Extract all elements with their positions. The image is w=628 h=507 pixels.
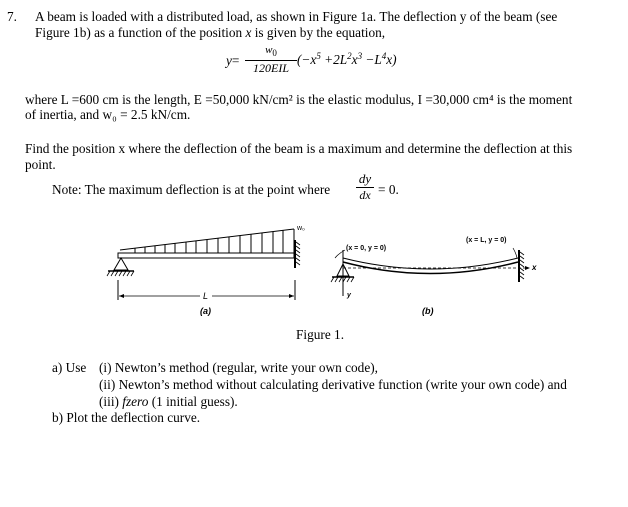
figure-b [331, 248, 530, 296]
equation-polynomial: $(-x^5 +2L^2x^3 -L^4x)$ [297, 51, 397, 67]
where-line-1: where L =600 cm is the length, E =50,000 kN/cm² is the elastic modulus, I =30,000 cm⁴ is the moment [25, 92, 573, 107]
equation-lhs: y= [226, 53, 240, 68]
fzero-function-name: fzero [122, 394, 149, 409]
question-b: b) Plot the deflection curve. [52, 410, 201, 425]
x-axis-label: x [532, 263, 537, 272]
equation-denominator: 120EIL [253, 61, 289, 75]
task-line-2: point. [25, 157, 56, 172]
intro-line-1: A beam is loaded with a distributed load, as shown in Figure 1a. The deflection y of the beam (see [35, 9, 558, 24]
note-text: Note: The maximum deflection is at the point where [52, 182, 331, 197]
left-boundary-condition: (x = 0, y = 0) [346, 245, 387, 252]
question-a-prefix: a) Use [52, 360, 87, 375]
note-denominator: dx [359, 188, 371, 202]
label-a: (a) [200, 306, 211, 316]
right-boundary-condition: (x = L, y = 0) [466, 237, 507, 244]
figure-a [107, 229, 300, 300]
equation-numerator: $w_0$ [265, 44, 277, 58]
w0-label: w₀ [297, 225, 305, 232]
question-a-i: (i) Newton’s method (regular, write your own code), [99, 360, 378, 375]
y-axis-label: y [347, 292, 351, 299]
note-rhs: = 0. [378, 182, 399, 197]
task-line-1: Find the position x where the deflection of the beam is a maximum and determine the deflection at this [25, 141, 573, 156]
intro-variable-x: x [245, 25, 252, 40]
question-a-iii: (iii) fzero (1 initial guess). [99, 394, 238, 409]
problem-number: 7. [7, 9, 17, 24]
intro-text-end: is given by the equation, [251, 25, 386, 40]
intro-text: Figure 1b) as a function of the position [35, 25, 246, 40]
L-label: L [203, 291, 209, 301]
note-numerator: dy [358, 171, 372, 186]
where-line-2: of inertia, and w₀ = 2.5 kN/cm. [25, 107, 191, 122]
figure-caption: Figure 1. [296, 327, 345, 342]
label-b: (b) [422, 306, 434, 316]
question-a-ii: (ii) Newton’s method without calculating derivative function (write your own code) and [99, 377, 567, 392]
